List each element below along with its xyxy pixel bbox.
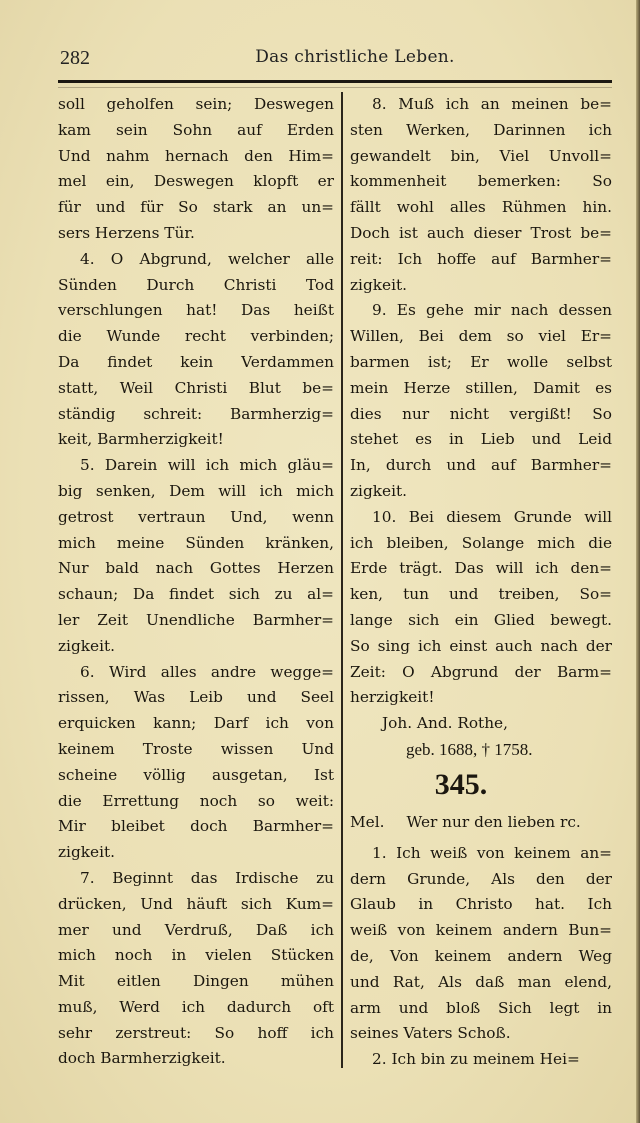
- text-line: und Rat, Als daß man elend,: [350, 972, 612, 991]
- melody-line: [350, 807, 612, 837]
- text-line: Da findet kein Verdammen: [58, 352, 334, 371]
- header-rule: [58, 80, 612, 83]
- text-line: dies nur nicht vergißt! So: [350, 404, 612, 423]
- text-line: verschlungen hat! Das heißt: [58, 301, 334, 320]
- text-line: sers Herzens Tür.: [58, 223, 195, 242]
- verse-start: 6. Wird alles andre wegge=: [80, 662, 334, 681]
- text-line: Erde trägt. Das will ich den=: [350, 559, 612, 578]
- author-dates: geb. 1688, † 1758.: [406, 739, 533, 759]
- page-number: 282: [60, 47, 90, 69]
- text-line: Glaub in Christo hat. Ich: [350, 895, 612, 914]
- text-line: big senken, Dem will ich mich: [58, 481, 334, 500]
- text-line: statt, Weil Christi Blut be=: [58, 378, 334, 397]
- text-line: ständig schreit: Barmherzig=: [58, 404, 334, 423]
- text-line: arm und bloß Sich legt in: [350, 998, 612, 1017]
- text-line: stehet es in Lieb und Leid: [350, 430, 612, 449]
- text-line: Und nahm hernach den Him=: [58, 146, 334, 165]
- text-line: für und für So stark an un=: [58, 198, 334, 217]
- text-line: keinem Troste wissen Und: [58, 739, 334, 758]
- text-line: Willen, Bei dem so viel Er=: [350, 327, 612, 346]
- verse-start: 10. Bei diesem Grunde will: [372, 507, 612, 526]
- text-line: weiß von keinem andern Bun=: [350, 921, 612, 940]
- verse-start: 7. Beginnt das Irdische zu: [80, 868, 334, 887]
- text-line: Sünden Durch Christi Tod: [58, 275, 334, 294]
- text-line: lange sich ein Glied bewegt.: [350, 610, 612, 629]
- page-header: [58, 44, 612, 74]
- text-line: de, Von keinem andern Weg: [350, 946, 612, 965]
- text-line: die Errettung noch so weit:: [58, 791, 334, 810]
- verse-start: 2. Ich bin zu meinem Hei=: [372, 1050, 580, 1069]
- text-line: Mir bleibet doch Barmher=: [58, 817, 334, 836]
- text-line: muß, Werd ich dadurch oft: [58, 997, 334, 1016]
- running-title: Das christliche Leben.: [255, 47, 455, 67]
- verse-start: 8. Muß ich an meinen be=: [372, 95, 612, 113]
- text-line: Nur bald nach Gottes Herzen: [58, 559, 334, 578]
- text-line: seines Vaters Schoß.: [350, 1024, 511, 1043]
- text-line: zigkeit.: [58, 843, 115, 862]
- page-edge-shadow: [636, 0, 640, 1123]
- text-line: kommenheit bemerken: So: [350, 172, 612, 191]
- text-line: fällt wohl alles Rühmen hin.: [350, 198, 612, 217]
- text-line: barmen ist; Er wolle selbst: [350, 352, 612, 371]
- text-line: Doch ist auch dieser Trost be=: [350, 223, 612, 242]
- hymn-number: 345.: [434, 767, 488, 801]
- text-line: die Wunde recht verbinden;: [58, 327, 334, 346]
- text-line: drücken, Und häuft sich Kum=: [58, 894, 334, 913]
- text-line: sehr zerstreut: So hoff ich: [58, 1023, 334, 1042]
- verse-start: 4. O Abgrund, welcher alle: [80, 249, 334, 268]
- text-line: mein Herze stillen, Damit es: [350, 378, 612, 397]
- melody-label: Mel.: [350, 812, 385, 831]
- text-line: dern Grunde, Als den der: [350, 869, 612, 888]
- text-line: herzigkeit!: [350, 688, 435, 707]
- text-line: zigkeit.: [350, 481, 407, 500]
- text-line: ich bleiben, Solange mich die: [350, 533, 612, 552]
- text-line: mich meine Sünden kränken,: [58, 533, 334, 552]
- text-line: doch Barmherzigkeit.: [58, 1049, 226, 1068]
- text-line: soll geholfen sein; Deswegen: [58, 95, 334, 113]
- text-line: scheine völlig ausgetan, Ist: [58, 765, 334, 784]
- text-line: Zeit: O Abgrund der Barm=: [350, 662, 612, 681]
- text-line: ken, tun und treiben, So=: [350, 585, 612, 604]
- text-line: mich noch in vielen Stücken: [58, 946, 334, 965]
- text-line: reit: Ich hoffe auf Barmher=: [350, 249, 612, 268]
- text-line: So sing ich einst auch nach der: [350, 636, 612, 655]
- text-line: Mit eitlen Dingen mühen: [58, 972, 334, 991]
- column-divider: [341, 92, 343, 1068]
- text-line: erquicken kann; Darf ich von: [58, 714, 334, 733]
- right-column: [350, 92, 612, 1073]
- text-line: zigkeit.: [350, 275, 407, 294]
- text-line: kam sein Sohn auf Erden: [58, 120, 334, 139]
- left-column: [58, 92, 334, 1072]
- author-name: Joh. And. Rothe,: [382, 714, 508, 733]
- text-line: schaun; Da findet sich zu al=: [58, 585, 334, 604]
- text-line: sten Werken, Darinnen ich: [350, 120, 612, 139]
- verse-start: 1. Ich weiß von keinem an=: [372, 843, 612, 862]
- text-line: mel ein, Deswegen klopft er: [58, 172, 334, 191]
- text-line: In, durch und auf Barmher=: [350, 456, 612, 475]
- text-line: ler Zeit Unendliche Barmher=: [58, 610, 334, 629]
- verse-start: 9. Es gehe mir nach dessen: [372, 301, 612, 320]
- text-line: rissen, Was Leib und Seel: [58, 688, 334, 707]
- text-line: keit, Barmherzigkeit!: [58, 430, 224, 449]
- text-line: gewandelt bin, Viel Unvoll=: [350, 146, 612, 165]
- text-line: mer und Verdruß, Daß ich: [58, 920, 334, 939]
- text-line: zigkeit.: [58, 636, 115, 655]
- header-rule-thin: [58, 87, 612, 88]
- text-line: getrost vertraun Und, wenn: [58, 507, 334, 526]
- verse-start: 5. Darein will ich mich gläu=: [80, 456, 334, 475]
- melody-title: Wer nur den lieben rc.: [406, 812, 581, 831]
